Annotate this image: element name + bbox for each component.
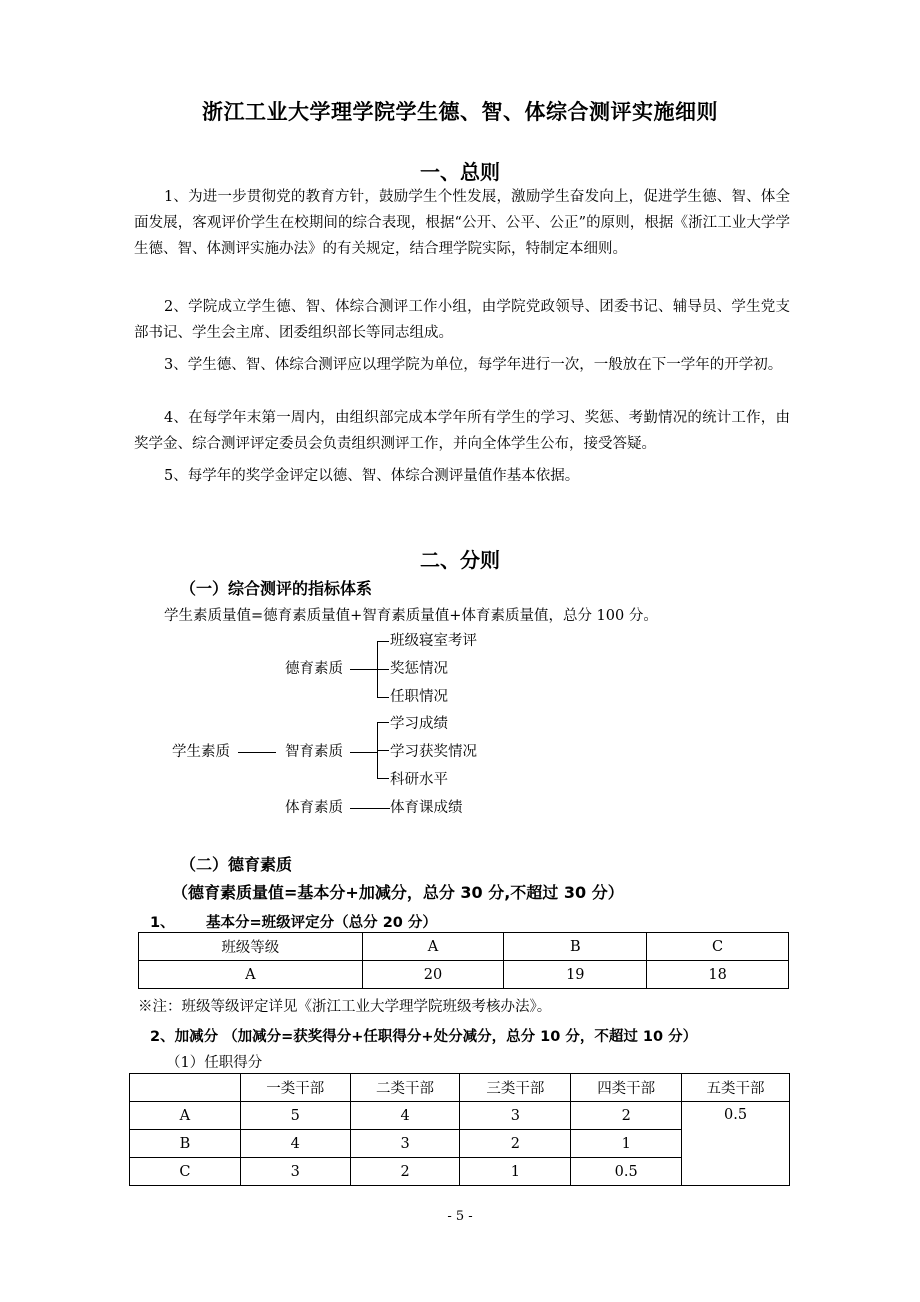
table-cell: C bbox=[130, 1158, 241, 1186]
item-1-number: 1、 bbox=[150, 915, 175, 931]
tree-leaf: 体育课成绩 bbox=[390, 800, 463, 816]
paragraph-1: 1、为进一步贯彻党的教育方针，鼓励学生个性发展，激励学生奋发向上，促进学生德、智、体全面发展，客观评价学生在校期间的综合表现，根据“公开、公平、公正”的原则，根据《浙江工业大学学生德、智、体测评实施办法》的有关规定，结合理学院实际，特制定本细则。 bbox=[134, 189, 790, 257]
tree-connector bbox=[350, 669, 377, 670]
table-cell: 2 bbox=[460, 1130, 571, 1158]
tree-root: 学生素质 bbox=[172, 744, 230, 760]
moral-score-formula: （德育素质量值=基本分+加减分，总分 30 分,不超过 30 分） bbox=[172, 883, 624, 902]
table-cell: C bbox=[647, 933, 789, 961]
item-2-sub-position-score: （1）任职得分 bbox=[166, 1055, 263, 1071]
table-cell: 3 bbox=[350, 1130, 460, 1158]
tree-connector bbox=[377, 750, 389, 751]
table-cell: A bbox=[130, 1102, 241, 1130]
position-score-table bbox=[129, 1073, 790, 1186]
paragraph-2: 2、学院成立学生德、智、体综合测评工作小组，由学院党政领导、团委书记、辅导员、学生党支部书记、学生会主席、团委组织部长等同志组成。 bbox=[134, 299, 790, 341]
tree-connector bbox=[238, 752, 276, 753]
table-cell: 二类干部 bbox=[350, 1074, 460, 1102]
table-header-row bbox=[130, 1074, 790, 1102]
section-heading-general: 一、总则 bbox=[420, 160, 500, 184]
table-cell: 5 bbox=[240, 1102, 350, 1130]
table-cell: 4 bbox=[350, 1102, 460, 1130]
paragraph-5: 5、每学年的奖学金评定以德、智、体综合测评量值作基本依据。 bbox=[164, 468, 580, 484]
item-2-adjustment: 2、加减分 （加减分=获奖得分+任职得分+处分减分，总分 10 分，不超过 10 分） bbox=[150, 1029, 698, 1045]
tree-connector bbox=[377, 722, 389, 723]
table-cell: 1 bbox=[460, 1158, 571, 1186]
table-cell: 1 bbox=[571, 1130, 682, 1158]
total-score-formula: 学生素质量值=德育素质量值+智育素质量值+体育素质量值，总分 100 分。 bbox=[164, 608, 658, 624]
table-cell: 3 bbox=[240, 1158, 350, 1186]
tree-connector bbox=[350, 808, 390, 809]
table-cell: 18 bbox=[647, 961, 789, 989]
tree-connector bbox=[377, 641, 389, 642]
class-grade-table bbox=[138, 932, 789, 989]
table-cell: 一类干部 bbox=[240, 1074, 350, 1102]
table-row bbox=[139, 961, 789, 989]
table-cell: 3 bbox=[460, 1102, 571, 1130]
tree-leaf: 学习成绩 bbox=[390, 716, 448, 732]
table-cell: 三类干部 bbox=[460, 1074, 571, 1102]
table-header-row bbox=[139, 933, 789, 961]
tree-leaf: 班级寝室考评 bbox=[390, 633, 477, 649]
table-cell-merged: 0.5 bbox=[682, 1102, 790, 1186]
table-cell: A bbox=[139, 961, 363, 989]
table-cell: B bbox=[504, 933, 647, 961]
page-number: - 5 - bbox=[447, 1209, 473, 1224]
paragraph-3: 3、学生德、智、体综合测评应以理学院为单位，每学年进行一次，一般放在下一学年的开学初。 bbox=[164, 357, 783, 373]
table-cell: 20 bbox=[362, 961, 504, 989]
table-cell: 2 bbox=[571, 1102, 682, 1130]
tree-leaf: 科研水平 bbox=[390, 772, 448, 788]
tree-node-moral: 德育素质 bbox=[285, 661, 343, 677]
subsection-heading-moral: （二）德育素质 bbox=[180, 855, 293, 874]
table-cell: 19 bbox=[504, 961, 647, 989]
tree-node-physical: 体育素质 bbox=[285, 800, 343, 816]
tree-connector bbox=[350, 752, 377, 753]
class-grade-note: ※注：班级等级评定详见《浙江工业大学理学院班级考核办法》。 bbox=[138, 999, 552, 1015]
table-cell bbox=[130, 1074, 241, 1102]
tree-leaf: 任职情况 bbox=[390, 689, 448, 705]
subsection-heading-index-system: （一）综合测评的指标体系 bbox=[180, 579, 373, 598]
tree-connector bbox=[377, 669, 389, 670]
tree-leaf: 奖惩情况 bbox=[390, 661, 448, 677]
tree-connector bbox=[377, 697, 389, 698]
document-title: 浙江工业大学理学院学生德、智、体综合测评实施细则 bbox=[202, 100, 718, 124]
table-cell: 0.5 bbox=[571, 1158, 682, 1186]
tree-leaf: 学习获奖情况 bbox=[390, 744, 477, 760]
table-cell: 4 bbox=[240, 1130, 350, 1158]
table-cell: B bbox=[130, 1130, 241, 1158]
table-row bbox=[130, 1102, 790, 1130]
table-cell: A bbox=[362, 933, 504, 961]
table-cell: 班级等级 bbox=[139, 933, 363, 961]
item-1-base-score: 基本分=班级评定分（总分 20 分） bbox=[206, 915, 437, 931]
table-cell: 五类干部 bbox=[682, 1074, 790, 1102]
tree-node-intellectual: 智育素质 bbox=[285, 744, 343, 760]
paragraph-4: 4、在每学年末第一周内，由组织部完成本学年所有学生的学习、奖惩、考勤情况的统计工作，由奖学金、综合测评评定委员会负责组织测评工作，并向全体学生公布，接受答疑。 bbox=[134, 410, 790, 452]
table-cell: 四类干部 bbox=[571, 1074, 682, 1102]
section-heading-details: 二、分则 bbox=[420, 548, 500, 572]
tree-connector bbox=[377, 778, 389, 779]
table-cell: 2 bbox=[350, 1158, 460, 1186]
